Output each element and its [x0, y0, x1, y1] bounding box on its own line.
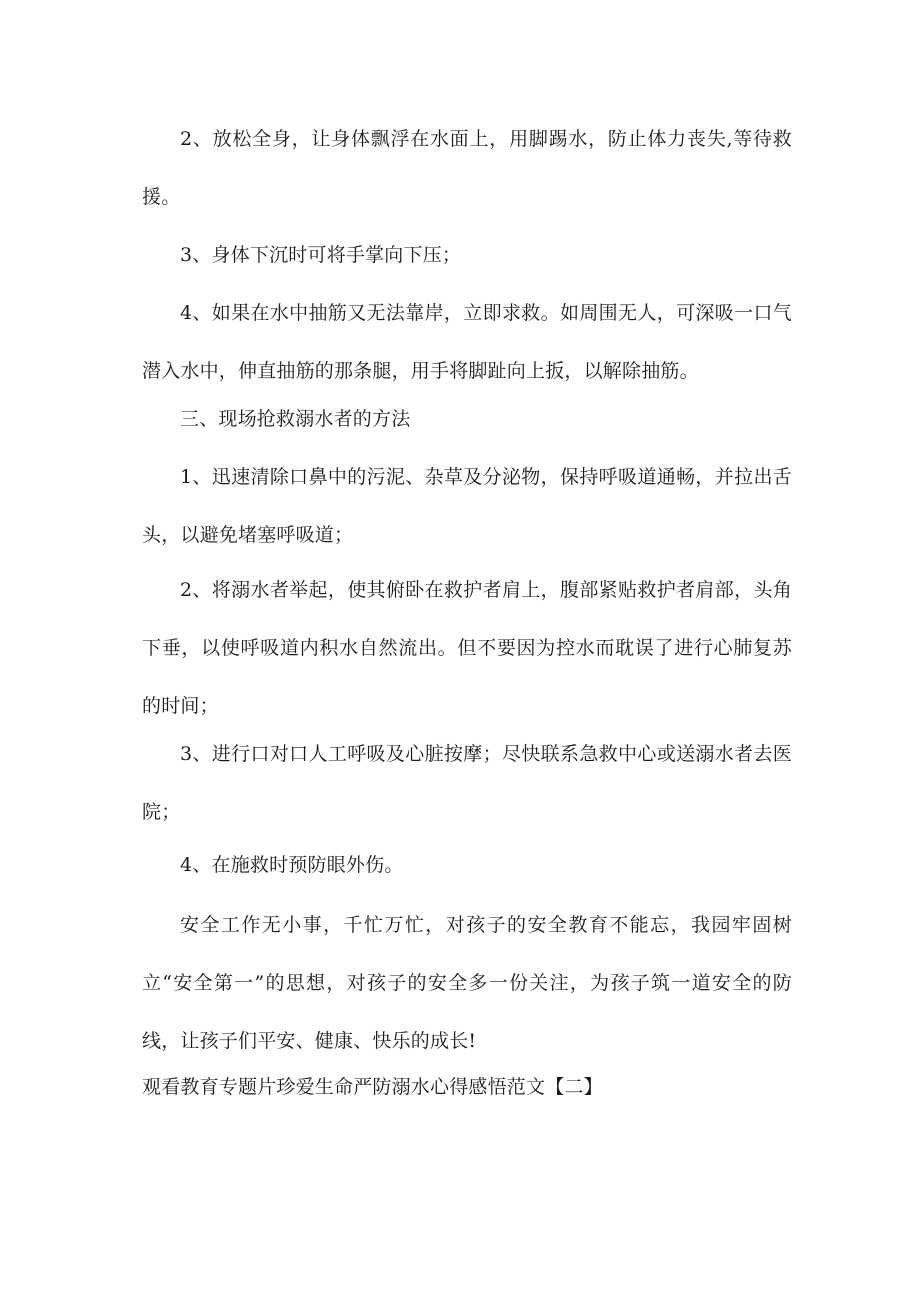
paragraph-drain-water: 2、将溺水者举起，使其俯卧在救护者肩上，腹部紧贴救护者肩部，头角下垂，以使呼吸道内积水自然流出。但不要因为控水而耽误了进行心肺复苏的时间；: [142, 579, 792, 717]
section-heading-rescue-methods: 三、现场抢救溺水者的方法: [180, 408, 411, 430]
paragraph-press-palms: 3、身体下沉时可将手掌向下压；: [180, 244, 462, 266]
paragraph-clear-airway: 1、迅速清除口鼻中的污泥、杂草及分泌物，保持呼吸道通畅，并拉出舌头，以避免堵塞呼吸道；: [142, 466, 792, 546]
paragraph-float-and-wait: 2、放松全身，让身体飘浮在水面上，用脚踢水，防止体力丧失,等待救援。: [142, 128, 792, 208]
paragraph-safety-summary: 安全工作无小事，千忙万忙，对孩子的安全教育不能忘，我园牢固树立“安全第一”的思想，对孩子的安全多一份关注，为孩子筑一道安全的防线，让孩子们平安、健康、快乐的成长!: [142, 914, 792, 1052]
section-title-part-two: 观看教育专题片珍爱生命严防溺水心得感悟范文【二】: [142, 1076, 603, 1098]
paragraph-cramp-relief: 4、如果在水中抽筋又无法靠岸，立即求救。如周围无人，可深吸一口气潜入水中，伸直抽筋的那条腿，用手将脚趾向上扳，以解除抽筋。: [142, 302, 792, 382]
paragraph-eye-injury: 4、在施救时预防眼外伤。: [180, 854, 404, 876]
paragraph-cpr: 3、进行口对口人工呼吸及心脏按摩；尽快联系急救中心或送溺水者去医院；: [142, 743, 792, 823]
